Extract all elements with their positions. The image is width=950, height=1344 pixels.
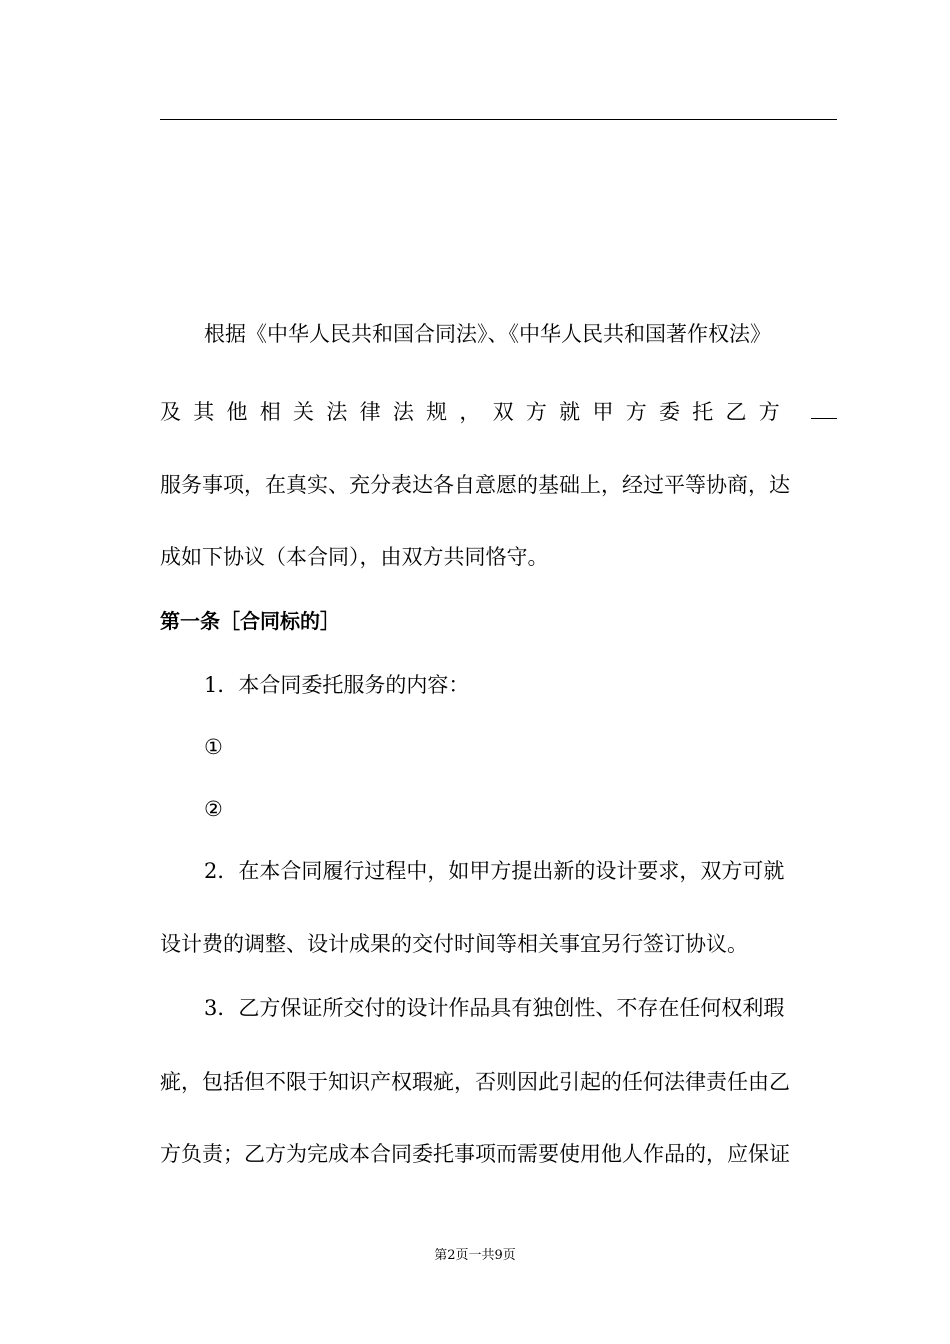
intro-line-2 — [160, 397, 837, 427]
article-1-item-2-line-2: 设计费的调整、设计成果的交付时间等相关事宜另行签订协议。 — [160, 932, 748, 956]
page-footer: 第2页一共9页 — [434, 1248, 516, 1263]
intro-line-2-text: 及其他相关法律法规，双方就甲方委托乙方 — [160, 400, 793, 424]
article-1-item-1-sub-2: ② — [204, 797, 223, 821]
article-1-item-1: 1．本合同委托服务的内容： — [204, 673, 470, 697]
intro-line-1: 根据《中华人民共和国合同法》、《中华人民共和国著作权法》 — [204, 322, 771, 346]
article-1-item-2-line-1: 2．在本合同履行过程中，如甲方提出新的设计要求，双方可就 — [204, 859, 785, 883]
article-1-heading: 第一条［合同标的］ — [160, 609, 340, 633]
intro-line-4: 成如下协议（本合同），由双方共同恪守。 — [160, 545, 549, 569]
article-1-item-3-line-2: 疵，包括但不限于知识产权瑕疵，否则因此引起的任何法律责任由乙 — [160, 1070, 790, 1094]
article-1-item-1-sub-1: ① — [204, 735, 223, 759]
fill-in-blank — [811, 400, 837, 419]
intro-line-3: 服务事项，在真实、充分表达各自意愿的基础上，经过平等协商，达 — [160, 473, 790, 497]
header-rule — [160, 119, 837, 120]
article-1-item-3-line-1: 3．乙方保证所交付的设计作品具有独创性、不存在任何权利瑕 — [204, 996, 785, 1020]
article-1-item-3-line-3: 方负责；乙方为完成本合同委托事项而需要使用他人作品的，应保证 — [160, 1142, 790, 1166]
